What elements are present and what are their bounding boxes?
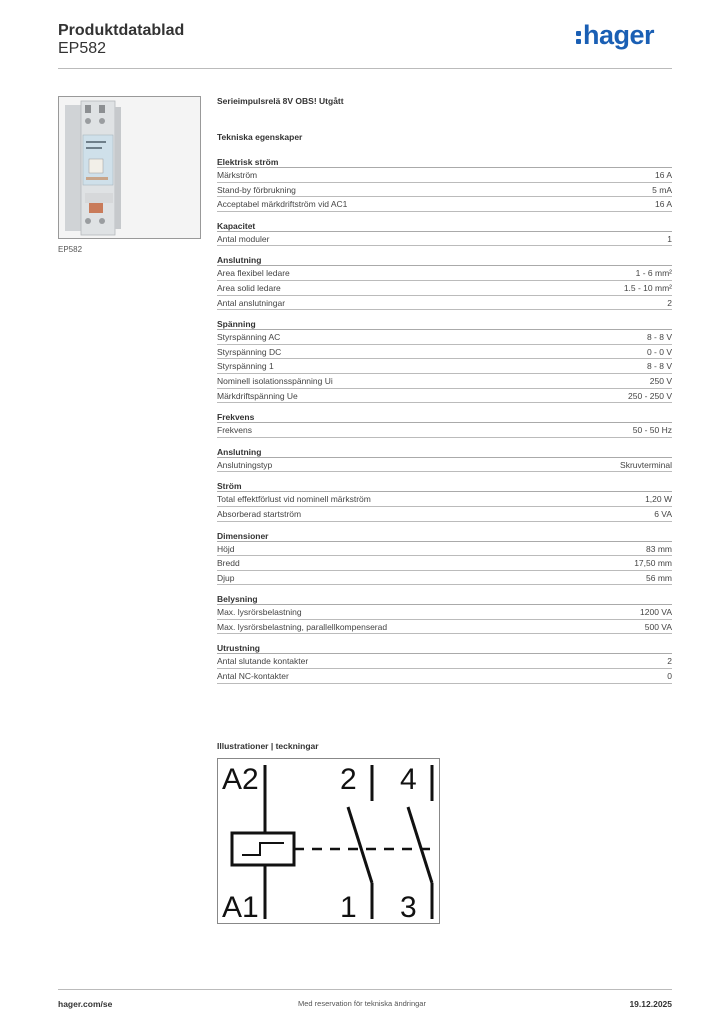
spec-row [217,389,672,404]
spec-label: Absorberad startström [217,508,302,519]
spec-label: Antal moduler [217,233,270,244]
spec-label: Bredd [217,558,240,569]
terminal-a2-label: A2 [222,763,259,796]
spec-value: 6 VA [654,508,672,519]
spec-label: Antal slutande kontakter [217,656,309,667]
spec-row [217,330,672,345]
spec-section [217,642,672,683]
spec-value: 0 - 0 V [646,346,672,357]
wiring-diagram [217,758,440,924]
spec-value: 83 mm [646,543,672,554]
section-title: Dimensioner [217,530,672,542]
spec-row [217,296,672,311]
footer-disclaimer: Med reservation för tekniska ändringar [298,999,426,1008]
spec-row [217,266,672,281]
spec-value: 50 - 50 Hz [632,425,672,436]
terminal-2-label: 2 [340,763,357,796]
spec-row [217,654,672,669]
spec-value: 1200 VA [640,607,672,618]
spec-section [217,480,672,521]
footer-website: hager.com/se [58,999,113,1009]
footer-date: 19.12.2025 [629,999,672,1009]
spec-row [217,492,672,507]
spec-section [217,446,672,473]
spec-label: Styrspänning DC [217,346,282,357]
section-title: Utrustning [217,642,672,654]
spec-value: 5 mA [652,184,672,195]
logo-text: hager [582,20,654,50]
spec-section [217,530,672,586]
spec-value: 1.5 - 10 mm² [623,282,672,293]
product-photo-icon [59,97,200,238]
spec-label: Area solid ledare [217,282,281,293]
page-header [58,20,672,70]
header-divider [58,68,672,69]
spec-row [217,281,672,296]
spec-value: 500 VA [644,621,672,632]
circuit-diagram-icon [218,759,439,923]
spec-label: Djup [217,572,235,583]
spec-label: Antal NC-kontakter [217,671,289,682]
spec-content [217,96,672,692]
spec-value: 8 - 8 V [646,332,672,343]
spec-section [217,593,672,634]
spec-row [217,669,672,684]
terminal-a1-label: A1 [222,891,259,923]
spec-value: 0 [667,671,672,682]
spec-value: 250 - 250 V [628,390,672,401]
spec-row [217,359,672,374]
spec-section [217,156,672,212]
spec-value: 1 - 6 mm² [635,268,672,279]
footer-divider [58,989,672,990]
spec-value: 16 A [654,199,672,210]
spec-label: Styrspänning 1 [217,361,274,372]
doc-title: Produktdatablad [58,22,185,39]
spec-label: Area flexibel ledare [217,268,290,279]
spec-value: 250 V [649,375,672,386]
spec-row [217,620,672,635]
section-title: Belysning [217,593,672,605]
section-title: Spänning [217,318,672,330]
spec-row [217,507,672,522]
section-title: Anslutning [217,254,672,266]
spec-row [217,183,672,198]
spec-section [217,220,672,247]
spec-row [217,232,672,247]
doc-subtitle: EP582 [58,40,107,57]
spec-label: Total effektförlust vid nominell märkström [217,494,371,505]
spec-sections [217,156,672,684]
tech-specs-title: Tekniska egenskaper [217,132,303,142]
section-title: Anslutning [217,446,672,458]
spec-section [217,318,672,403]
spec-row [217,168,672,183]
spec-value: 16 A [654,170,672,180]
spec-label: Frekvens [217,425,252,436]
hager-logo [576,20,654,51]
terminal-3-label: 3 [400,891,417,923]
spec-value: 2 [667,656,672,667]
spec-label: Nominell isolationsspänning Ui [217,375,333,386]
spec-value: Skruvterminal [620,459,672,470]
spec-row [217,605,672,620]
spec-row [217,556,672,571]
terminal-4-label: 4 [400,763,417,796]
product-image-caption: EP582 [58,245,83,254]
illustrations-title: Illustrationer | teckningar [217,741,319,751]
spec-label: Acceptabel märkdriftström vid AC1 [217,199,348,210]
spec-label: Höjd [217,543,235,554]
product-image [58,96,201,239]
section-title: Ström [217,480,672,492]
spec-value: 1 [667,233,672,244]
spec-label: Stand-by förbrukning [217,184,296,195]
spec-label: Antal anslutningar [217,297,286,308]
spec-label: Max. lysrörsbelastning, parallellkompenserad [217,621,388,632]
spec-value: 17,50 mm [634,558,672,569]
spec-row [217,374,672,389]
spec-section [217,254,672,310]
spec-value: 2 [667,297,672,308]
spec-value: 56 mm [646,572,672,583]
spec-row [217,197,672,212]
spec-section [217,411,672,438]
spec-label: Styrspänning AC [217,332,281,343]
terminal-1-label: 1 [340,891,357,923]
logo-dots-icon [576,31,581,44]
spec-value: 1,20 W [645,494,672,505]
spec-label: Max. lysrörsbelastning [217,607,302,618]
product-name: Serieimpulsrelä 8V OBS! Utgått [217,96,344,106]
spec-label: Märkdriftspänning Ue [217,390,298,401]
spec-label: Anslutningstyp [217,459,273,470]
spec-label: Märkström [217,170,258,180]
spec-row [217,542,672,557]
spec-row [217,458,672,473]
spec-row [217,571,672,586]
section-title: Frekvens [217,411,672,423]
spec-row [217,423,672,438]
spec-row [217,345,672,360]
spec-value: 8 - 8 V [646,361,672,372]
section-title: Kapacitet [217,220,672,232]
section-title: Elektrisk ström [217,156,672,168]
